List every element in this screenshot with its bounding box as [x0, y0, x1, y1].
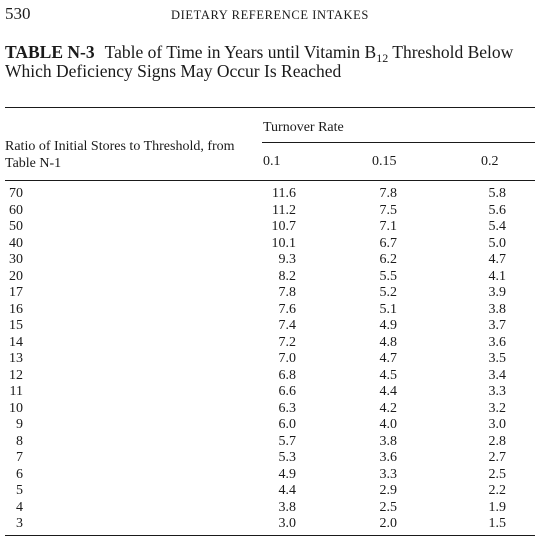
ratio-cell: 5 [16, 483, 23, 498]
value-cell-0-1: 3.8 [278, 499, 296, 515]
table-row [5, 401, 535, 418]
value-cell-0-15: 5.2 [379, 285, 397, 300]
value-cell-0-15: 4.0 [379, 417, 397, 432]
value-cell-0-1: 6.8 [278, 367, 296, 383]
value-cell-0-2: 1.5 [488, 516, 506, 531]
value-cell-0-2: 5.6 [488, 202, 506, 218]
value-cell-0-2: 3.0 [488, 417, 506, 432]
table-number: TABLE N-3 [5, 42, 95, 62]
ratio-cell: 70 [9, 186, 23, 201]
value-cell-0-2: 2.5 [488, 466, 506, 482]
ratio-cell: 60 [9, 202, 23, 218]
value-cell-0-1: 7.2 [278, 334, 296, 350]
value-cell-0-2: 3.2 [488, 400, 506, 416]
table-title [5, 43, 535, 81]
table-row [5, 434, 535, 451]
column-header-0-1: 0.1 [263, 154, 281, 169]
value-cell-0-1: 10.7 [271, 219, 296, 234]
value-cell-0-2: 5.4 [488, 219, 506, 234]
value-cell-0-2: 1.9 [488, 499, 506, 515]
value-cell-0-2: 3.8 [488, 301, 506, 317]
column-header-0-2: 0.2 [481, 154, 499, 169]
value-cell-0-15: 6.7 [379, 235, 397, 251]
value-cell-0-2: 4.1 [488, 268, 506, 284]
ratio-cell: 4 [16, 499, 23, 515]
ratio-cell: 7 [16, 450, 23, 465]
running-head: DIETARY REFERENCE INTAKES [171, 8, 369, 22]
ratio-cell: 17 [9, 285, 23, 300]
row-header: Ratio of Initial Stores to Threshold, from Table N-1 [5, 139, 235, 171]
table-row [5, 467, 535, 484]
ratio-cell: 12 [9, 367, 23, 383]
value-cell-0-15: 4.2 [379, 400, 397, 416]
table-row [5, 335, 535, 352]
value-cell-0-1: 4.9 [278, 466, 296, 482]
table-row [5, 252, 535, 269]
ratio-cell: 10 [9, 400, 23, 416]
table-row [5, 384, 535, 401]
top-rule [5, 107, 535, 108]
value-cell-0-2: 2.7 [488, 450, 506, 465]
value-cell-0-1: 8.2 [278, 268, 296, 284]
value-cell-0-15: 7.8 [379, 186, 397, 201]
value-cell-0-15: 7.1 [379, 219, 397, 234]
value-cell-0-1: 11.2 [272, 202, 296, 218]
value-cell-0-2: 3.5 [488, 351, 506, 366]
value-cell-0-15: 2.9 [379, 483, 397, 498]
value-cell-0-15: 4.8 [379, 334, 397, 350]
ratio-cell: 30 [9, 252, 23, 267]
value-cell-0-2: 5.0 [488, 235, 506, 251]
value-cell-0-15: 4.7 [379, 351, 397, 366]
value-cell-0-2: 2.2 [488, 483, 506, 498]
value-cell-0-2: 3.4 [488, 367, 506, 383]
column-spanner: Turnover Rate [263, 120, 344, 135]
ratio-cell: 20 [9, 268, 23, 284]
value-cell-0-2: 5.8 [488, 186, 506, 201]
table-row [5, 417, 535, 434]
value-cell-0-2: 3.6 [488, 334, 506, 350]
value-cell-0-15: 4.9 [379, 318, 397, 333]
table-row [5, 351, 535, 368]
ratio-cell: 15 [9, 318, 23, 333]
ratio-cell: 13 [9, 351, 23, 366]
value-cell-0-1: 6.3 [278, 400, 296, 416]
value-cell-0-1: 7.0 [278, 351, 296, 366]
ratio-cell: 11 [9, 384, 23, 399]
bottom-rule [5, 535, 535, 536]
value-cell-0-1: 6.6 [278, 384, 296, 399]
value-cell-0-15: 3.8 [379, 433, 397, 449]
value-cell-0-15: 5.1 [379, 301, 397, 317]
value-cell-0-15: 2.0 [379, 516, 397, 531]
table-row [5, 318, 535, 335]
table-title-text-continued: Threshold Below Which Deficiency Signs May Occur Is Reached [5, 42, 514, 81]
table-row [5, 269, 535, 286]
value-cell-0-1: 3.0 [278, 516, 296, 531]
value-cell-0-1: 5.3 [278, 450, 296, 465]
table-row [5, 203, 535, 220]
column-header-0-15: 0.15 [372, 154, 397, 169]
table-row [5, 483, 535, 500]
value-cell-0-2: 3.7 [488, 318, 506, 333]
ratio-cell: 50 [9, 219, 23, 234]
ratio-cell: 6 [16, 466, 23, 482]
value-cell-0-15: 3.3 [379, 466, 397, 482]
table-row [5, 219, 535, 236]
ratio-cell: 8 [16, 433, 23, 449]
value-cell-0-1: 7.8 [278, 285, 296, 300]
table-row [5, 368, 535, 385]
table-body [5, 186, 535, 533]
value-cell-0-15: 2.5 [379, 499, 397, 515]
ratio-cell: 16 [9, 301, 23, 317]
value-cell-0-15: 4.4 [379, 384, 397, 399]
value-cell-0-2: 4.7 [488, 252, 506, 267]
value-cell-0-1: 9.3 [278, 252, 296, 267]
table-row [5, 450, 535, 467]
value-cell-0-1: 7.4 [278, 318, 296, 333]
value-cell-0-15: 4.5 [379, 367, 397, 383]
value-cell-0-15: 3.6 [379, 450, 397, 465]
value-cell-0-15: 7.5 [379, 202, 397, 218]
table-title-text: Table of Time in Years until Vitamin B [104, 42, 377, 62]
table-row [5, 516, 535, 533]
value-cell-0-2: 3.3 [488, 384, 506, 399]
value-cell-0-2: 2.8 [488, 433, 506, 449]
table-title-subscript: 12 [376, 51, 389, 65]
ratio-cell: 3 [16, 516, 23, 531]
table-row [5, 285, 535, 302]
table-row [5, 236, 535, 253]
table-row [5, 302, 535, 319]
value-cell-0-15: 6.2 [379, 252, 397, 267]
value-cell-0-1: 5.7 [278, 433, 296, 449]
value-cell-0-1: 7.6 [278, 301, 296, 317]
value-cell-0-1: 10.1 [271, 235, 296, 251]
value-cell-0-2: 3.9 [488, 285, 506, 300]
table-row [5, 186, 535, 203]
header-rule [5, 180, 535, 181]
value-cell-0-15: 5.5 [379, 268, 397, 284]
value-cell-0-1: 11.6 [272, 186, 296, 201]
table-row [5, 500, 535, 517]
ratio-cell: 40 [9, 235, 23, 251]
spanner-rule [262, 142, 535, 143]
value-cell-0-1: 6.0 [278, 417, 296, 432]
value-cell-0-1: 4.4 [278, 483, 296, 498]
ratio-cell: 9 [16, 417, 23, 432]
page-number: 530 [5, 4, 31, 23]
ratio-cell: 14 [9, 334, 23, 350]
